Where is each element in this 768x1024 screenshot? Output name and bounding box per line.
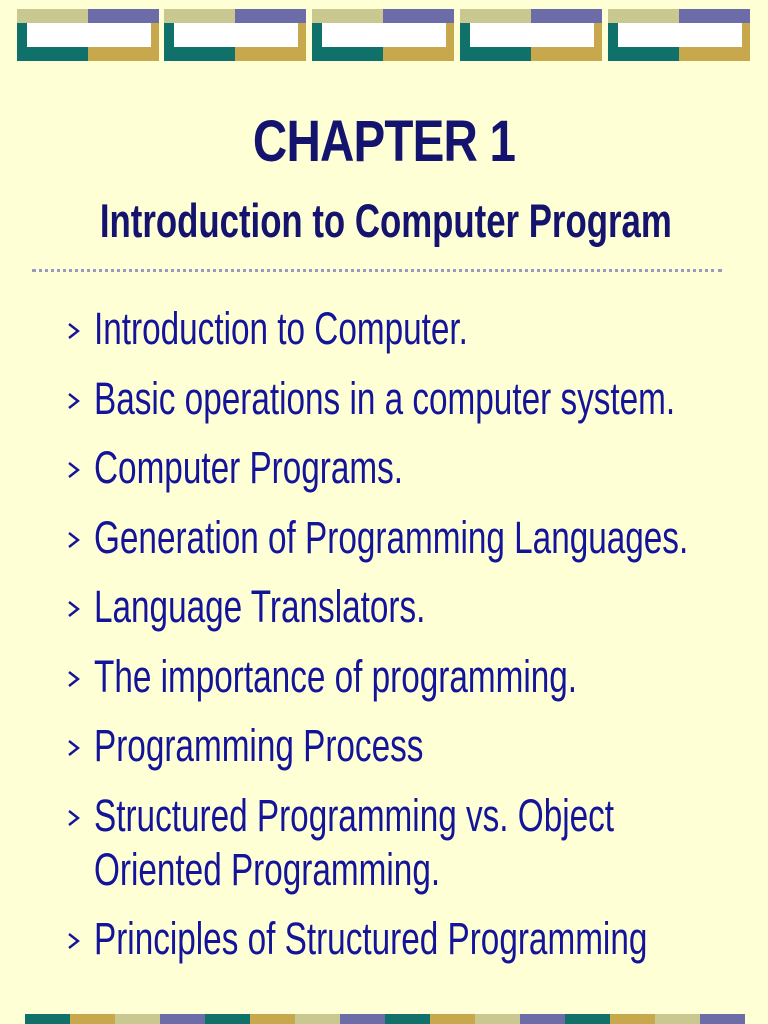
topic-item xyxy=(66,441,746,495)
topic-text: Generation of Programming Languages. xyxy=(94,511,689,563)
chevron-right-icon xyxy=(66,669,82,689)
topic-item xyxy=(66,912,746,966)
chevron-right-icon xyxy=(66,808,82,828)
topic-item xyxy=(66,650,746,704)
top-decorative-band xyxy=(17,9,750,61)
decorative-block xyxy=(17,9,159,61)
topic-text: Basic operations in a computer system. xyxy=(94,372,676,424)
chapter-title: CHAPTER 1 xyxy=(252,109,516,174)
topic-item xyxy=(66,719,746,773)
chevron-right-icon xyxy=(66,460,82,480)
bottom-decorative-band xyxy=(25,1014,745,1024)
topic-item xyxy=(66,580,746,634)
decorative-block xyxy=(460,9,602,61)
decorative-block xyxy=(312,9,454,61)
chevron-right-icon xyxy=(66,738,82,758)
topic-text: Structured Programming vs. Object Oriented Programming. xyxy=(94,789,615,895)
decorative-block xyxy=(164,9,306,61)
chevron-right-icon xyxy=(66,321,82,341)
topic-text: Language Translators. xyxy=(94,581,426,632)
topic-text: The importance of programming. xyxy=(94,650,578,702)
topic-list xyxy=(66,302,746,982)
topic-item xyxy=(66,511,746,565)
dotted-divider xyxy=(32,269,722,272)
chapter-subtitle: Introduction to Computer Program xyxy=(99,194,672,247)
topic-item xyxy=(66,302,746,356)
topic-text: Programming Process xyxy=(94,720,424,771)
topic-text: Principles of Structured Programming xyxy=(94,913,648,964)
chevron-right-icon xyxy=(66,599,82,619)
topic-text: Introduction to Computer. xyxy=(94,303,468,354)
topic-item xyxy=(66,789,746,897)
topic-item xyxy=(66,372,746,426)
topic-text: Computer Programs. xyxy=(94,442,404,493)
chevron-right-icon xyxy=(66,391,82,411)
chevron-right-icon xyxy=(66,530,82,550)
chevron-right-icon xyxy=(66,931,82,951)
decorative-block xyxy=(608,9,750,61)
